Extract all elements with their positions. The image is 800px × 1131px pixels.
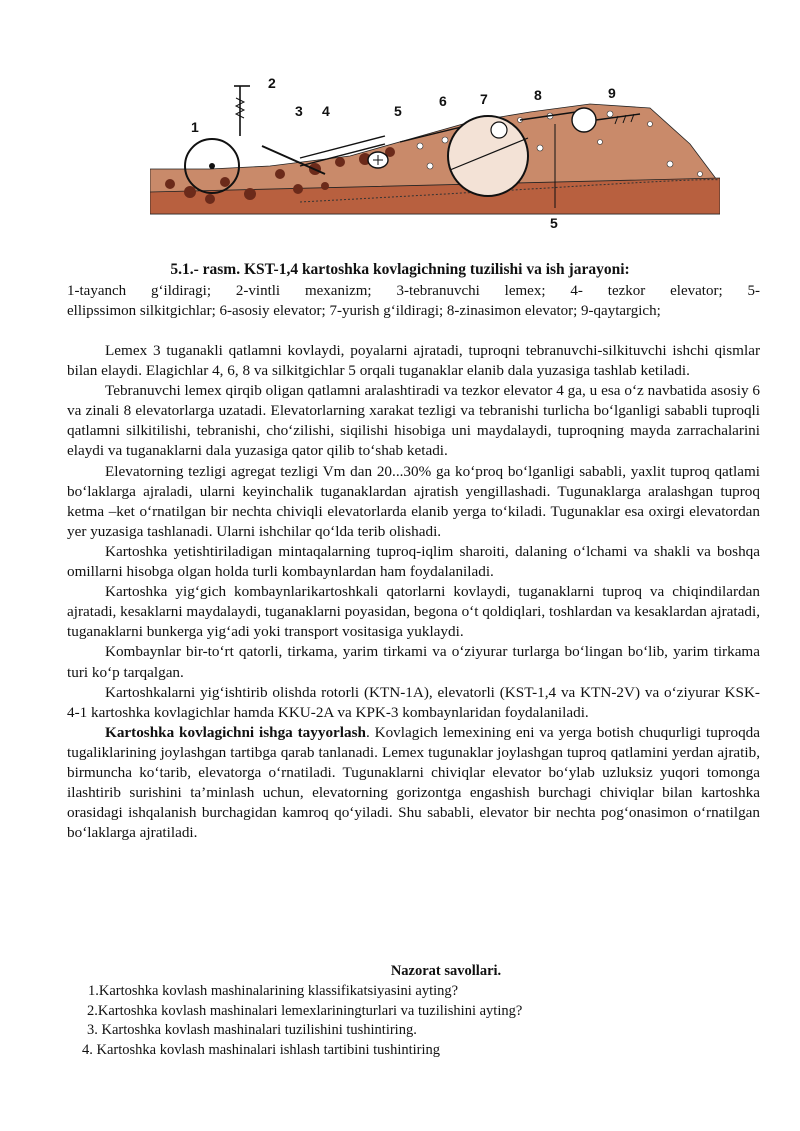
fig-label-4: 4 [322, 103, 330, 119]
questions-list [80, 982, 720, 1060]
question-2: 2.Kartoshka kovlash mashinalari lemexlariningturlari va tuzilishini ayting? [87, 1002, 523, 1019]
fig-label-5-bottom: 5 [550, 215, 558, 231]
question-1: 1.Kartoshka kovlash mashinalarining klassifikatsiyasini ayting? [88, 983, 459, 999]
paragraph-3: Elevatorning tezligi agregat tezligi Vm dan 20...30% ga ko‘proq bo‘lganligi sababli, yaxlit tuproq qatlami bo‘laklarga ajraladi, ularni keyinchalik tuganaklardan ajratish yengillashadi. Tugunaklarga aralashgan tuproq ketma –ket o‘rnatilgan bir nechta chiviqli elevatorlarda elanib yerga to‘kiladi. Tugunaklar esa oxirgi elevatordan yer yuzasiga tashlanadi. Ularni ishchilar qo‘lda terib olishadi. [67, 462, 760, 540]
paragraph-8-heading: Kartoshka kovlagichni ishga tayyorlash [105, 723, 366, 741]
paragraph-1: Lemex 3 tuganakli qatlamni kovlaydi, poyalarni ajratadi, tuproqni tebranuvchi-silkituvchi ishchi qismlar bilan elaydi. Elagichlar 4, 6, 8 va silkitgichlar 5 orqali tuganaklar elanib dala yuzasiga tashlab ketiladi. [67, 342, 760, 380]
body-text [67, 341, 760, 843]
deflector [572, 108, 596, 132]
paragraph-4: Kartoshka yetishtiriladigan mintaqalarning tuproq-iqlim sharoiti, dalaning o‘lchami va shakli va boshqa omillarni hisobga olgan holda turli kombaynlardan ham foydalaniladi. [67, 542, 760, 581]
fig-label-9: 9 [608, 85, 616, 101]
question-3: 3. Kartoshka kovlash mashinalari tuzilishini tushintiring. [87, 1022, 417, 1038]
paragraph-8-text: . Kovlagich lemexining eni va yerga botish chuqurligi tuproqda tugaliklarining joylashgan tartibga qarab tanlanadi. Lemex tugunaklar joylashgan tuproq qatlamini yerdan ajratib, birmuncha ko‘tarib, elevatorga o‘rnatiladi. Tugunaklarni chiviqlar elevator bo‘ylab uzluksiz yuqori tomonga ilashtirib surishini ta’minlash uchun, elevatorning gorizontga engashish burchagi chiviqlar bilan kartoshka orasidagi ishqalanish burchagidan kamroq qo‘yiladi. Shu sababli, elevator bir nechta pog‘onasimon o‘rnatilgan bo‘laklarga ajratiladi. [67, 723, 761, 842]
fig-label-6: 6 [439, 93, 447, 109]
paragraph-8 [67, 723, 760, 844]
paragraph-2: Tebranuvchi lemex qirqib oligan qatlamni aralashtiradi va tezkor elevator 4 ga, u esa o‘z navbatida asosiy 6 va zinali 8 elevatorlarga uzatadi. Elevatorlarning xarakat tezligi va tebranishi turlicha bo‘lganligi sababli tuproqli qatlamni silkitilishi, tebranishi, cho‘zilishi, siqilishi hisobiga uni maydalaydi, tuproqning mayda zarrachalarini elaydi va tuganaklarni dala yuzasiga qator qilib to‘shab ketadi. [67, 382, 760, 460]
caption-legend-line-1: 1-tayanch g‘ildiragi; 2-vintli mexanizm; 3-tebranuvchi lemex; 4- tezkor elevator; 5- [67, 283, 760, 299]
figure-caption-legend [67, 281, 760, 321]
fig-label-2: 2 [268, 75, 276, 91]
fig-label-1: 1 [191, 119, 199, 135]
paragraph-6: Kombaynlar bir-to‘rt qatorli, tirkama, yarim tirkami va o‘ziyurar turlarga bo‘lingan bo‘lib, yarim tirkama turi ko‘p tarqalgan. [67, 643, 760, 681]
fig-label-7: 7 [480, 91, 488, 107]
travel-wheel [448, 116, 528, 196]
fig-label-8: 8 [534, 87, 542, 103]
question-4: 4. Kartoshka kovlash mashinalari ishlash tartibini tushintiring [82, 1041, 441, 1058]
fig-label-3: 3 [295, 103, 303, 119]
paragraph-7: Kartoshkalarni yig‘ishtirib olishda rotorli (KTN-1A), elevatorli (KST-1,4 va KTN-2V) va o‘ziyurar KSK-4-1 kartoshka kovlagichlar hamda KKU-2A va KPK-3 kombaynlaridan foydalaniladi. [67, 683, 760, 721]
paragraph-5: Kartoshka yig‘gich kombaynlarikartoshkali qatorlarni kovlaydi, tuganaklarni tuproq va chiqindilardan ajratadi, kesaklarni maydalaydi, tuganaklarni poyasidan, begona o‘t qoldiqlari, toshlardan va kesaklardan ajratadi, tuganaklarni bunkerga yig‘adi yoki transport vositasiga yuklaydi. [67, 583, 760, 641]
potato-digger-diagram [150, 74, 720, 234]
fig-label-5: 5 [394, 103, 402, 119]
diagram-svg [150, 74, 720, 234]
caption-legend-line-2: ellipssimon silkitgichlar; 6-asosiy elevator; 7-yurish g‘ildiragi; 8-zinasimon elevator; 9-qaytargich; [67, 303, 661, 319]
questions-heading: Nazorat savollari. [390, 963, 502, 979]
figure-caption-title: 5.1.- rasm. KST-1,4 kartoshka kovlagichning tuzilishi va ish jarayoni: [170, 261, 630, 278]
